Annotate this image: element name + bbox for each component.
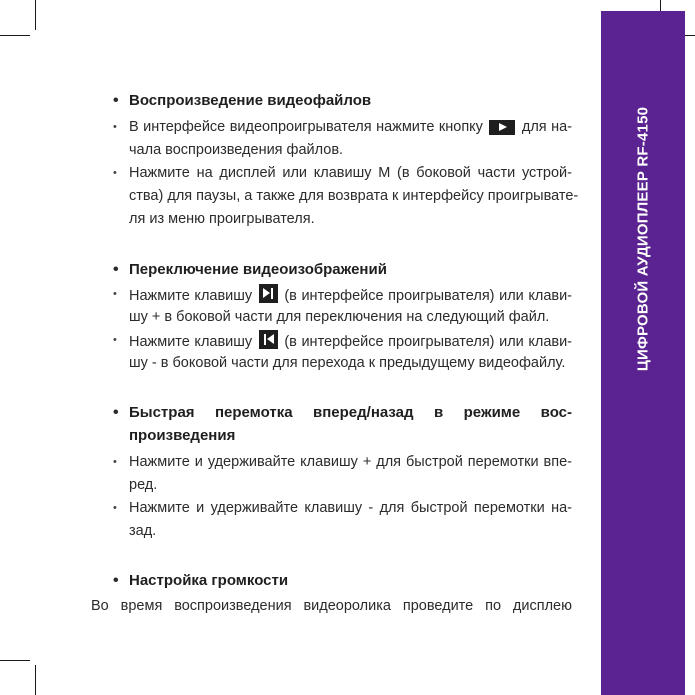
section-heading: Настройка громкости [129,572,289,589]
paragraph-text: Во время воспроизведения видеоролика проведите по дисплею [91,598,572,614]
list-item-text: Нажмите и удерживайте клавишу - для быстрой перемотки на- [129,500,572,516]
list-item-text: ля из меню проигрывателя. [129,211,315,227]
list-item-text: Нажмите на дисплей или клавишу M (в боковой части устрой- [129,165,572,181]
bullet: • [113,167,117,179]
section-heading: Воспроизведение видеофайлов [129,92,372,109]
list-item-text: шу + в боковой части для переключения на следующий файл. [129,309,550,325]
bullet: • [113,121,117,133]
bullet: • [113,572,119,589]
section-heading: Переключение видеоизображений [129,261,387,278]
bullet: • [113,502,117,514]
bullet: • [113,334,117,346]
list-item-text: В интерфейсе видеопроигрывателя нажмите кнопку для на- [129,119,573,135]
section-heading: произведения [129,427,236,444]
bullet: • [113,404,119,421]
sidebar-title: ЦИФРОВОЙ АУДИОПЛЕЕР RF-4150 [634,106,652,372]
list-item-text: ства) для паузы, а также для возврата к интерфейсу проигрывате- [129,188,579,204]
list-item-text: шу - в боковой части для перехода к предыдущему видеофайлу. [129,355,566,371]
bullet: • [113,456,117,468]
list-item-text: Нажмите клавишу (в интерфейсе проигрывателя) или клави- [129,330,572,352]
list-item-text: чала воспроизведения файлов. [129,142,344,158]
bullet: • [113,261,119,278]
section-heading: Быстрая перемотка вперед/назад в режиме вос- [129,404,572,421]
list-item-text: зад. [129,523,157,539]
list-item-text: ред. [129,477,158,493]
list-item-text: Нажмите клавишу (в интерфейсе проигрывателя) или клави- [129,284,572,306]
previous-track-icon [259,330,278,349]
play-icon [489,120,515,135]
bullet: • [113,288,117,300]
next-track-icon [259,284,278,303]
bullet: • [113,92,119,109]
list-item-text: Нажмите и удерживайте клавишу + для быстрой перемотки впе- [129,454,572,470]
sidebar-band [601,11,685,695]
